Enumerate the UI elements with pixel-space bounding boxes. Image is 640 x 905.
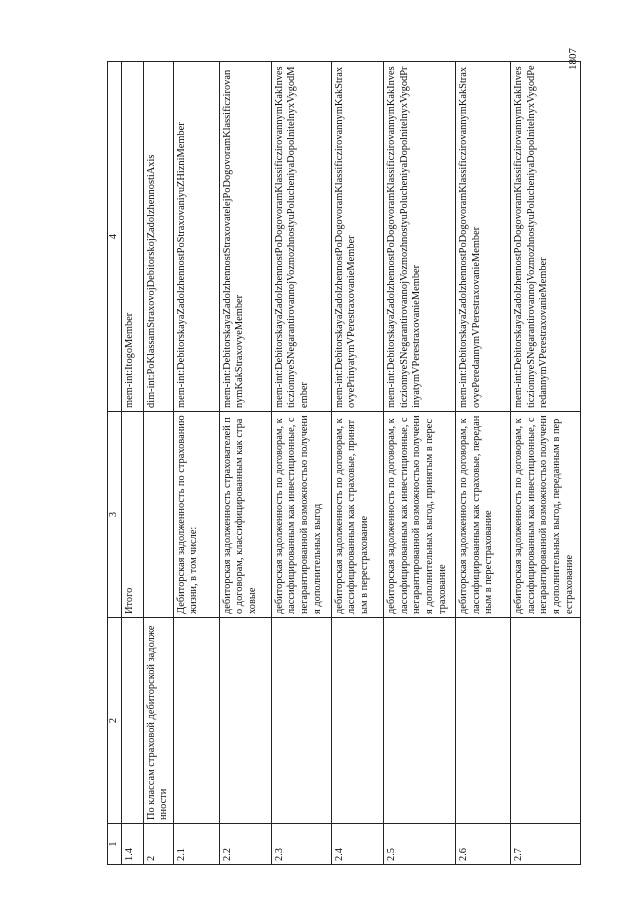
row-class-name: [383, 618, 455, 824]
table-row: [271, 62, 331, 865]
row-code: 2.5: [383, 824, 455, 865]
row-code: 2.6: [455, 824, 510, 865]
row-member: mem-int:DebitorskayaZadolzhennostPoDogovoramKlassificzirovannymKakInvesticzionnyeSNegarantirovannojVozmozhnostyuPolucheniyaDopolnitelnyxVygodPrinyatymVPerestraxovanieMember: [383, 62, 455, 412]
row-indicator: дебиторская задолженность по договорам, классифицированным как инвестиционные, с негарантированной возможностью получения дополнительных выгод, переданным в перестрахование: [510, 412, 580, 618]
row-class-name: [455, 618, 510, 824]
table-row: [510, 62, 580, 865]
column-header: 4: [108, 62, 122, 412]
row-class-name: [219, 618, 271, 824]
rotated-table-frame: [107, 62, 581, 865]
column-header: 1: [108, 824, 122, 865]
row-member: mem-int:DebitorskayaZadolzhennostPoDogovoramKlassificzirovannymKakInvesticzionnyeSNegarantirovannojVozmozhnostyuPolucheniyaDopolnitelnyxVygodPeredannymVPerestraxovanieMember: [510, 62, 580, 412]
row-member: mem-int:DebitorskayaZadolzhennostPoDogovoramKlassificzirovannymKakInvesticzionnyeSNegarantirovannojVozmozhnostyuPolucheniyaDopolnitelnyxVygodMember: [271, 62, 331, 412]
row-class-name: [271, 618, 331, 824]
row-member: mem-int:DebitorskayaZadolzhennostPoDogovoramKlassificzirovannymKakStraxovyePeredannymVPerestraxovanieMember: [455, 62, 510, 412]
table-body: [121, 62, 580, 865]
row-member: dim-int:PoKlassamStraxovojDebitorskojZadolzhennostiAxis: [143, 62, 173, 412]
row-indicator: [143, 412, 173, 618]
row-class-name: [121, 618, 143, 824]
row-class-name: По классам страховой дебиторской задолженности: [143, 618, 173, 824]
column-header: 2: [108, 618, 122, 824]
row-indicator: Итого: [121, 412, 143, 618]
row-code: 2.3: [271, 824, 331, 865]
table-row: [143, 62, 173, 865]
row-code: 2.4: [331, 824, 383, 865]
row-class-name: [173, 618, 219, 824]
rotated-table-content: [107, 62, 581, 865]
row-indicator: дебиторская задолженность по договорам, классифицированным как инвестиционные, с негарантированной возможностью получения дополнительных выгод: [271, 412, 331, 618]
table-row: [219, 62, 271, 865]
row-indicator: дебиторская задолженность по договорам, классифицированным как инвестиционные, с негарантированной возможностью получения дополнительных выгод, принятым в перестрахование: [383, 412, 455, 618]
row-code: 2.2: [219, 824, 271, 865]
column-header: 3: [108, 412, 122, 618]
row-code: 2: [143, 824, 173, 865]
row-code: 1.4: [121, 824, 143, 865]
row-code: 2.7: [510, 824, 580, 865]
column-number-row: [108, 62, 122, 865]
table-row: [331, 62, 383, 865]
row-indicator: Дебиторская задолженность по страхованию жизни, в том числе:: [173, 412, 219, 618]
row-member: mem-int:DebitorskayaZadolzhennostStraxovatelejPoDogovoramKlassificzirovannymKakStraxovyeMember: [219, 62, 271, 412]
table-row: [173, 62, 219, 865]
row-member: mem-int:ItogoMember: [121, 62, 143, 412]
page-number: 1807: [567, 48, 579, 70]
row-indicator: дебиторская задолженность по договорам, классифицированным как страховые, переданным в перестрахование: [455, 412, 510, 618]
row-indicator: дебиторская задолженность по договорам, классифицированным как страховые, принятым в перестрахование: [331, 412, 383, 618]
row-class-name: [510, 618, 580, 824]
row-member: mem-int:DebitorskayaZadolzhennostPoStraxovaniyuZHizniMember: [173, 62, 219, 412]
row-code: 2.1: [173, 824, 219, 865]
classification-table: [107, 61, 581, 865]
table-row: [121, 62, 143, 865]
table-row: [455, 62, 510, 865]
row-indicator: дебиторская задолженность страхователей по договорам, классифицированным как страховые: [219, 412, 271, 618]
table-row: [383, 62, 455, 865]
row-member: mem-int:DebitorskayaZadolzhennostPoDogovoramKlassificzirovannymKakStraxovyePrinyatymVPerestraxovanieMember: [331, 62, 383, 412]
row-class-name: [331, 618, 383, 824]
